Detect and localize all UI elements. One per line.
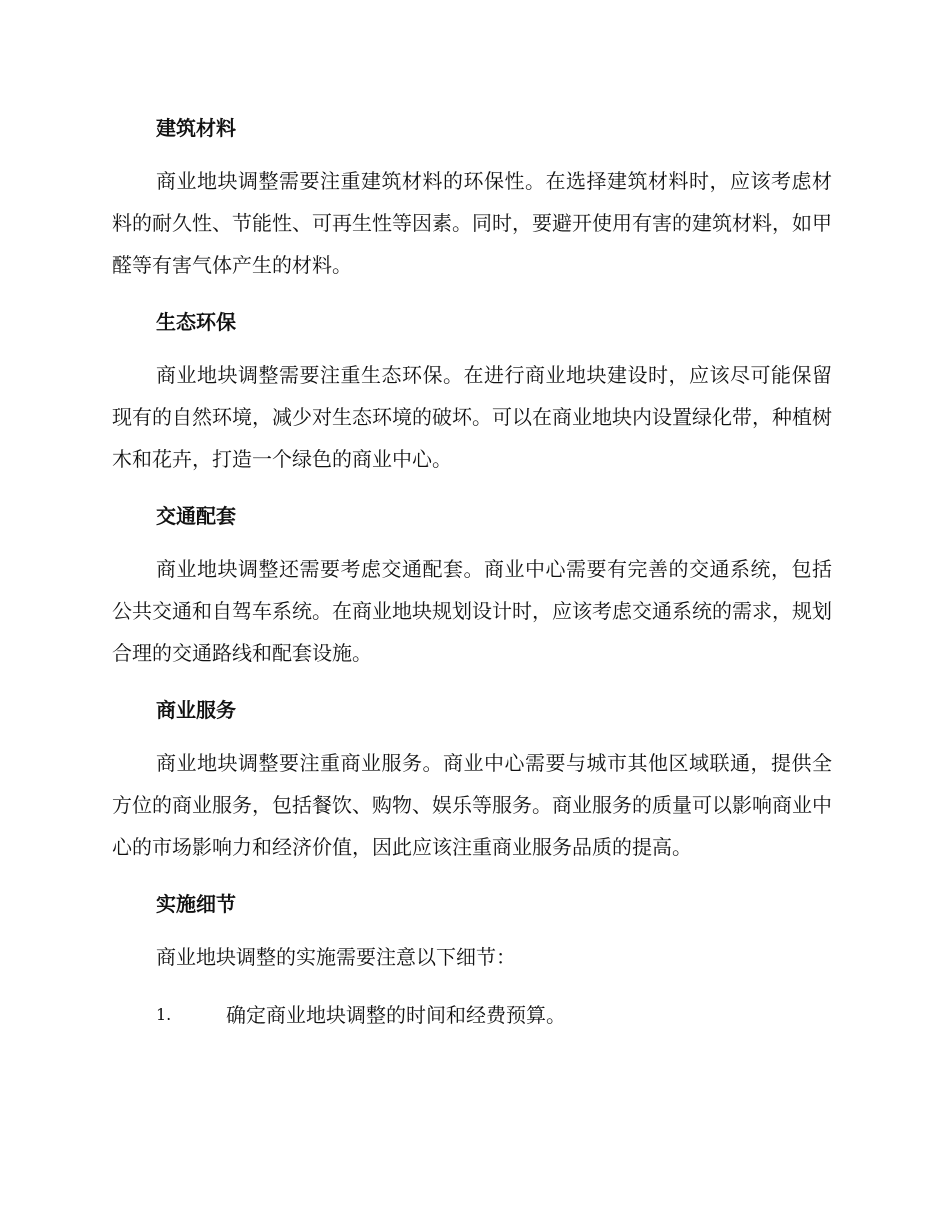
list-item-text: 确定商业地块调整的时间和经费预算。 bbox=[226, 1003, 566, 1027]
section-paragraph-transport: 商业地块调整还需要考虑交通配套。商业中心需要有完善的交通系统，包括公共交通和自驾车系统。在商业地块规划设计时，应该考虑交通系统的需求，规划合理的交通路线和配套设施。 bbox=[112, 557, 832, 665]
section-heading-building-materials: 建筑材料 bbox=[156, 116, 236, 140]
section-paragraph-commercial-services: 商业地块调整要注重商业服务。商业中心需要与城市其他区域联通，提供全方位的商业服务，包括餐饮、购物、娱乐等服务。商业服务的质量可以影响商业中心的市场影响力和经济价值，因此应该注重商业服务品质的提高。 bbox=[112, 751, 832, 859]
list-item-number: 1. bbox=[156, 1005, 172, 1024]
section-heading-transport: 交通配套 bbox=[156, 504, 236, 528]
document-content bbox=[112, 108, 832, 1036]
section-heading-ecology: 生态环保 bbox=[156, 310, 236, 334]
section-paragraph-implementation: 商业地块调整的实施需要注意以下细节： bbox=[156, 945, 516, 969]
section-heading-implementation: 实施细节 bbox=[156, 892, 236, 916]
section-heading-commercial-services: 商业服务 bbox=[156, 698, 236, 722]
section-paragraph-building-materials: 商业地块调整需要注重建筑材料的环保性。在选择建筑材料时，应该考虑材料的耐久性、节能性、可再生性等因素。同时，要避开使用有害的建筑材料，如甲醛等有害气体产生的材料。 bbox=[112, 169, 832, 277]
section-paragraph-ecology: 商业地块调整需要注重生态环保。在进行商业地块建设时，应该尽可能保留现有的自然环境，减少对生态环境的破坏。可以在商业地块内设置绿化带，种植树木和花卉，打造一个绿色的商业中心。 bbox=[112, 363, 832, 471]
list-item bbox=[112, 994, 832, 1036]
